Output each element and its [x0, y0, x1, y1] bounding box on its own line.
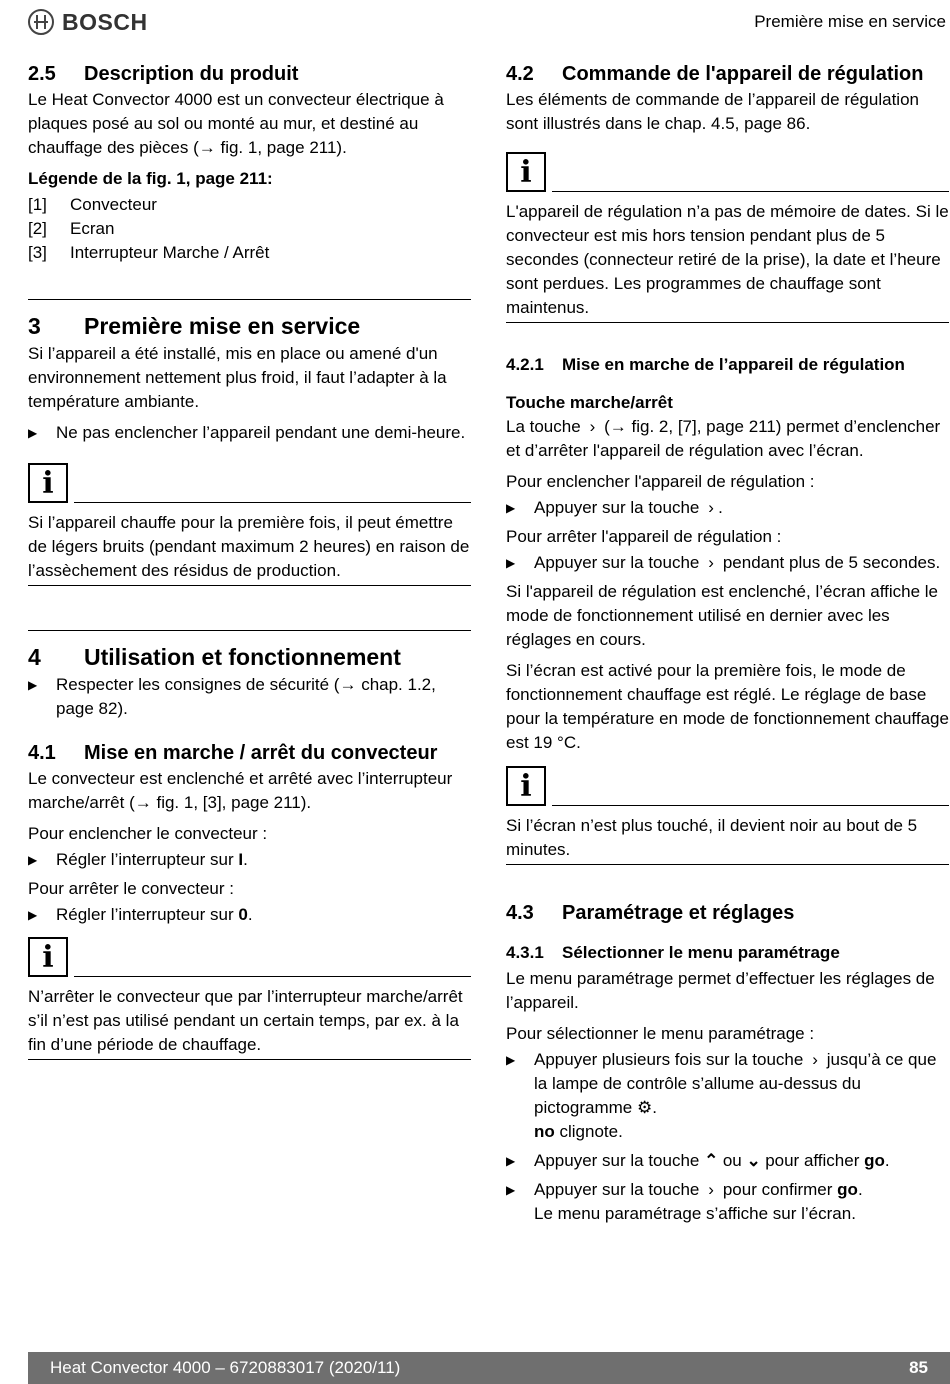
instruction-step: ▶ Appuyer sur la touche › pendant plus de 5 secondes. [506, 551, 949, 575]
info-icon: i [506, 766, 546, 806]
gear-icon: ⚙ [636, 1098, 653, 1117]
switch-description: Le convecteur est enclenché et arrêté avec l’interrupteur marche/arrêt (→ fig. 1, [3], page 211). [28, 769, 453, 812]
legend-title: Légende de la fig. 1, page 211: [28, 169, 273, 188]
brand-name: BOSCH [62, 8, 148, 35]
settings-menu-intro: Le menu paramétrage permet d’effectuer les réglages de l’appareil. [506, 969, 935, 1012]
legend-item: [1] Convecteur [28, 195, 157, 214]
info-note: i N’arrêter le convecteur que par l’interrupteur marche/arrêt s’il n’est pas utilisé pendant un certain temps, par ex. à la fin d’une période de chauffage. [28, 933, 471, 1060]
legend-item: [2] Ecran [28, 219, 115, 238]
right-chevron-icon: › [708, 553, 714, 572]
bullet-arrow-icon: ▶ [506, 1183, 516, 1197]
heading-4-3: 4.3 Paramétrage et réglages [506, 902, 795, 924]
bullet-arrow-icon: ▶ [506, 556, 516, 570]
down-chevron-icon: ⌄ [746, 1151, 761, 1170]
bosch-armature-icon [28, 9, 54, 35]
legend-item: [3] Interrupteur Marche / Arrêt [28, 243, 270, 262]
instruction-step: ▶ Ne pas enclencher l’appareil pendant une demi-heure. [28, 421, 471, 445]
instruction-step: ▶ Appuyer plusieurs fois sur la touche › jusqu’à ce que la lampe de contrôle s’allume au-dessus du pictogramme ⚙. no clignote. [506, 1048, 949, 1144]
bullet-arrow-icon: ▶ [506, 501, 516, 515]
regulator-first-activation: Si l’écran est activé pour la première fois, le mode de fonctionnement chauffage est réglé. Le réglage de base pour la température en mode de fonctionnement chauffage est 19 °C. [506, 661, 949, 752]
key-description: La touche › (→ fig. 2, [7], page 211) permet d’enclencher et d’arrêter l'appareil de régulation avec l’écran. [506, 417, 941, 460]
instruction-step: ▶ Appuyer sur la touche › . [506, 496, 949, 520]
legend-list [28, 193, 471, 265]
right-column [506, 62, 949, 1231]
up-chevron-icon: ⌃ [704, 1151, 719, 1170]
instruction-step: ▶ Régler l’interrupteur sur 0. [28, 903, 471, 927]
page-footer [28, 1352, 950, 1384]
instruction-step: ▶ Appuyer sur la touche ⌃ ou ⌄ pour afficher go. [506, 1149, 949, 1173]
switch-on-intro: Pour enclencher le convecteur : [28, 824, 268, 843]
regulator-off-intro: Pour arrêter l'appareil de régulation : [506, 527, 782, 546]
heading-4: 4 Utilisation et fonctionnement [28, 644, 401, 670]
info-note: i Si l’écran n’est plus touché, il devient noir au bout de 5 minutes. [506, 762, 949, 865]
regulator-display-info: Si l'appareil de régulation est enclenché, l’écran affiche le mode de fonctionnement utilisé en dernier avec les réglages en cours. [506, 582, 938, 649]
settings-menu-steps-intro: Pour sélectionner le menu paramétrage : [506, 1024, 815, 1043]
right-chevron-icon: › [812, 1050, 818, 1069]
right-chevron-icon: › [708, 1180, 714, 1199]
key-title: Touche marche/arrêt [506, 393, 673, 412]
heading-3: 3 Première mise en service [28, 313, 361, 339]
instruction-step: ▶ Respecter les consignes de sécurité (→ chap. 1.2, page 82). [28, 673, 471, 721]
document-reference: Heat Convector 4000 – 6720883017 (2020/11) [50, 1358, 401, 1377]
info-icon: i [506, 152, 546, 192]
info-icon: i [28, 937, 68, 977]
bosch-logo [28, 8, 148, 36]
heading-4-1: 4.1 Mise en marche / arrêt du convecteur [28, 742, 438, 764]
info-note: i L'appareil de régulation n’a pas de mémoire de dates. Si le convecteur est mis hors tension pendant plus de 5 secondes (connecteur retiré de la prise), la date et l’heure sont perdues. Les programmes de chauffage sont maintenus. [506, 148, 949, 323]
heading-2-5: 2.5 Description du produit [28, 63, 299, 85]
bullet-arrow-icon: ▶ [506, 1154, 516, 1168]
switch-off-intro: Pour arrêter le convecteur : [28, 879, 234, 898]
section-divider [28, 299, 471, 300]
bullet-arrow-icon: ▶ [506, 1053, 516, 1067]
section-divider [28, 630, 471, 631]
instruction-step: ▶ Régler l’interrupteur sur I. [28, 848, 471, 872]
heading-4-3-1: 4.3.1 Sélectionner le menu paramétrage [506, 943, 840, 962]
running-header: Première mise en service [754, 12, 946, 31]
heading-4-2: 4.2 Commande de l'appareil de régulation [506, 63, 924, 85]
heading-4-2-1: 4.2.1 Mise en marche de l’appareil de régulation [506, 355, 905, 374]
bullet-arrow-icon: ▶ [28, 908, 38, 922]
first-start-intro: Si l’appareil a été installé, mis en place ou amené d'un environnement nettement plus froid, il faut l’adapter à la température ambiante. [28, 344, 447, 411]
controls-intro: Les éléments de commande de l’appareil de régulation sont illustrés dans le chap. 4.5, page 86. [506, 90, 919, 133]
info-note: i Si l’appareil chauffe pour la première fois, il peut émettre de légers bruits (pendant maximum 2 heures) en raison de l’assèchement des résidus de production. [28, 459, 471, 586]
page-number: 85 [909, 1358, 928, 1377]
bullet-arrow-icon: ▶ [28, 853, 38, 867]
product-description: Le Heat Convector 4000 est un convecteur électrique à plaques posé au sol ou monté au mur, et destiné au chauffage des pièces (→ fig. 1, page 211). [28, 90, 444, 157]
bullet-arrow-icon: ▶ [28, 426, 38, 440]
regulator-on-intro: Pour enclencher l'appareil de régulation : [506, 472, 815, 491]
right-chevron-icon: › [708, 498, 714, 517]
left-column [28, 62, 471, 1060]
info-icon: i [28, 463, 68, 503]
bullet-arrow-icon: ▶ [28, 678, 38, 692]
right-chevron-icon: › [589, 417, 596, 436]
instruction-step: ▶ Appuyer sur la touche › pour confirmer go. Le menu paramétrage s’affiche sur l’écran. [506, 1178, 949, 1226]
